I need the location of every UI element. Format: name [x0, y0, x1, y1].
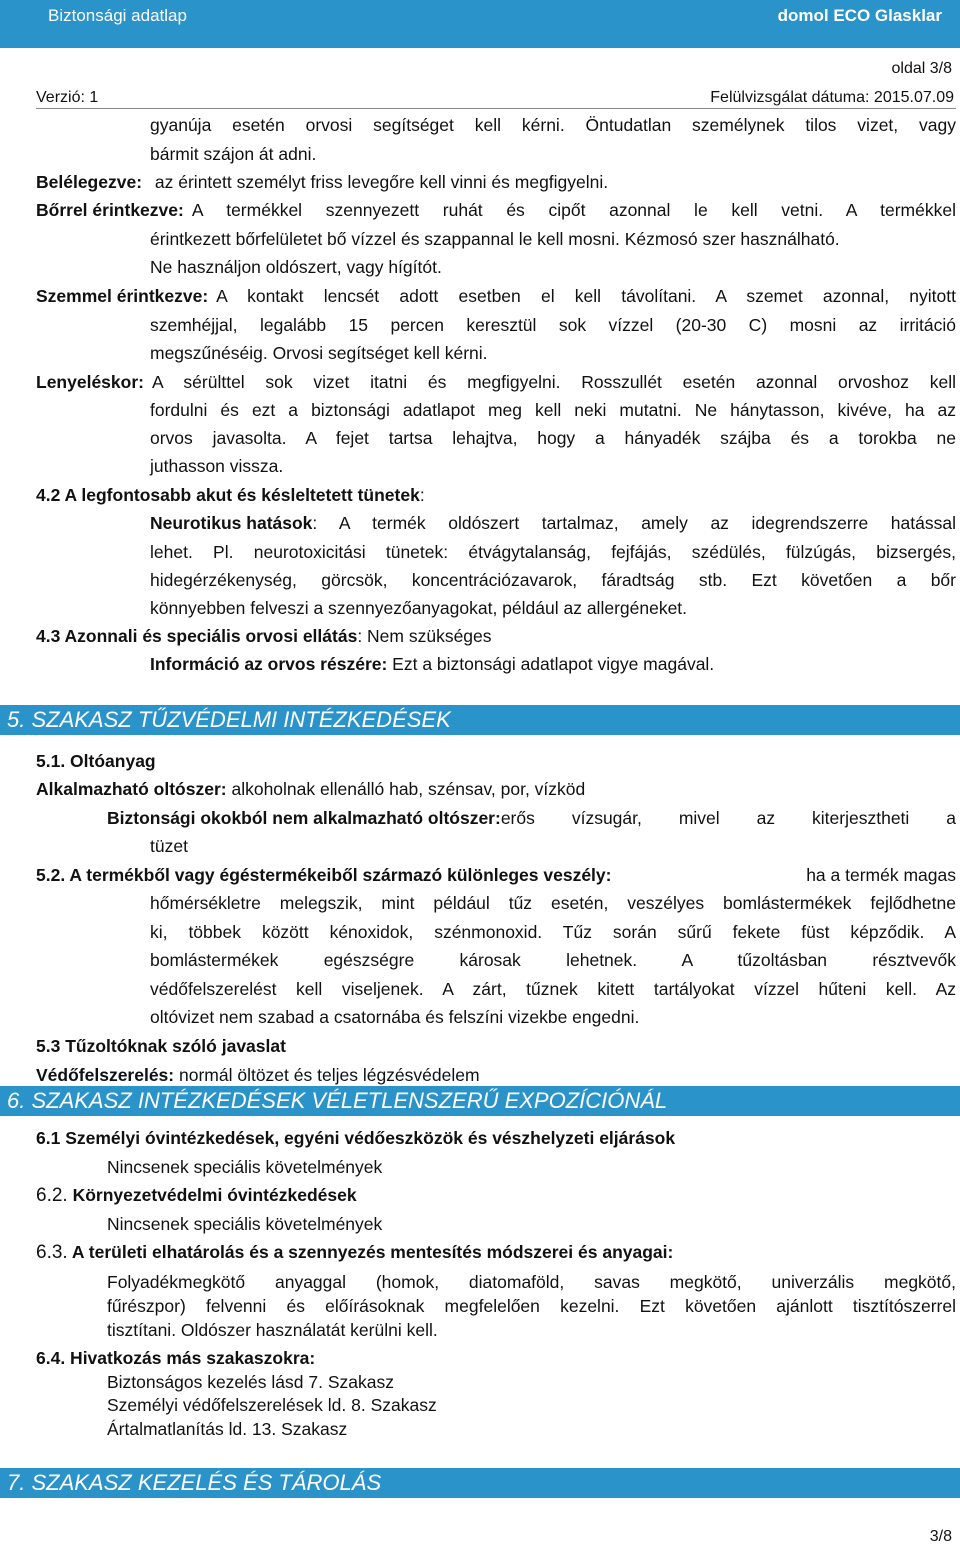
subsection-text: Nincsenek speciális követelmények [107, 1214, 383, 1234]
subsection-heading [36, 1346, 315, 1370]
unsuitable-extinguisher-entry [107, 804, 956, 833]
reference-item: Biztonságos kezelés lásd 7. Szakasz [107, 1372, 394, 1392]
section-6-header [0, 1086, 960, 1116]
doctor-info-label: Információ az orvos részére: [150, 654, 388, 674]
section-title: 7. SZAKASZ KEZELÉS ÉS TÁROLÁS [7, 1470, 382, 1495]
skin-text: Ne használjon oldószert, vagy hígítót. [150, 257, 442, 277]
special-hazards-heading: 5.2. A termékből vagy égéstermékeiből származó különleges veszély: [36, 865, 612, 885]
subsection-4-3 [36, 622, 492, 651]
neuro-text: hidegérzékenység, görcsök, koncentrációzavarok, fáradtság stb. Ezt követően a bőr [150, 570, 956, 590]
eye-text: A kontakt lencsét adott esetben el kell távolítani. A szemet azonnal, nyitott [216, 286, 956, 306]
extinguisher-entry [36, 775, 585, 804]
subsection-heading [36, 1032, 286, 1061]
header-divider [36, 108, 956, 109]
subsection-6-1-title: 6.1 Személyi óvintézkedések, egyéni védőeszközök és vészhelyzeti eljárások [36, 1128, 676, 1148]
protective-equipment-text: normál öltözet és teljes légzésvédelem [174, 1065, 480, 1085]
skin-text: A termékkel szennyezett ruhát és cipőt azonnal le kell vetni. A termékkel [191, 200, 956, 220]
ingestion-entry [36, 368, 956, 397]
subsection-5-3-title: 5.3 Tűzoltóknak szóló javaslat [36, 1036, 286, 1056]
section-title: 5. SZAKASZ TŰZVÉDELMI INTÉZKEDÉSEK [7, 707, 451, 732]
special-hazards-text: ha a termék magas [806, 865, 956, 885]
footer-page-number: 3/8 [929, 1528, 952, 1545]
neuro-text: könnyebben felveszi a szennyezőanyagokat, például az allergéneket. [150, 598, 688, 618]
ingestion-text: orvos javasolta. A fejet tartsa lehajtva, hogy a hányadék szájba és a torokba ne [150, 428, 956, 448]
special-hazards-text: oltóvizet nem szabad a csatornába és felszíni vizekbe engedni. [150, 1007, 640, 1027]
inhalation-label: Belélegezve: [36, 172, 143, 192]
subsection-number: 6.3. [36, 1242, 68, 1263]
extinguisher-label: Alkalmazható oltószer: [36, 779, 227, 799]
skin-text: érintkezett bőrfelületet bő vízzel és szappannal le kell mosni. Kézmosó szer használható. [150, 229, 840, 249]
subsection-4-2 [36, 481, 425, 510]
subsection-text: fűrészpor) felvenni és előírásoknak megfelelően kezelni. Ezt követően ajánlott tisztítószerrel [107, 1296, 956, 1316]
section-5-header [0, 705, 960, 735]
ingestion-text: A sérülttel sok vizet itatni és megfigyelni. Rosszullét esetén azonnal orvoshoz kell [151, 372, 956, 392]
unsuitable-text: erős vízsugár, mivel az kiterjesztheti a [500, 808, 956, 828]
subsection-text: : Nem szükséges [357, 626, 492, 646]
reference-item: Személyi védőfelszerelések ld. 8. Szakasz [107, 1395, 437, 1415]
subsection-heading: 4.3 Azonnali és speciális orvosi ellátás [36, 626, 358, 646]
eye-text: megszűnéséig. Orvosi segítséget kell kérni. [150, 343, 488, 363]
subsection-number: 6.2. [36, 1185, 68, 1206]
subsection-text: Nincsenek speciális követelmények [107, 1157, 383, 1177]
subsection-text: tisztítani. Oldószer használatát kerülni kell. [107, 1320, 438, 1340]
subsection-6-2 [36, 1181, 357, 1211]
subsection-heading: Környezetvédelmi óvintézkedések [67, 1185, 357, 1205]
revision-date: Felülvizsgálat dátuma: 2015.07.09 [710, 89, 954, 106]
neuro-text: lehet. Pl. neurotoxicitási tünetek: étvágytalanság, fejfájás, szédülés, fülzúgás, bizsergés, [150, 542, 956, 562]
neuro-label: Neurotikus hatások [150, 513, 313, 533]
special-hazards-text: hőmérsékletre melegszik, mint például tűz esetén, veszélyes bomlástermékek fejlődhetne [150, 893, 956, 913]
eye-entry [36, 282, 956, 311]
special-hazards-text: bomlástermékek egészségre károsak lehetnek. A tűzoltásban résztvevők [150, 950, 956, 970]
subsection-5-1-title: 5.1. Oltóanyag [36, 751, 156, 771]
extinguisher-text: alkoholnak ellenálló hab, szénsav, por, vízköd [226, 779, 586, 799]
doctor-info-text: Ezt a biztonsági adatlapot vigye magával. [387, 654, 715, 674]
section-7-header [0, 1468, 960, 1498]
doctor-info [150, 650, 714, 679]
subsection-6-4-title: 6.4. Hivatkozás más szakaszokra: [36, 1348, 316, 1368]
eye-label: Szemmel érintkezve: [36, 286, 209, 306]
paragraph-line: gyanúja esetén orvosi segítséget kell kérni. Öntudatlan személynek tilos vizet, vagy [150, 115, 956, 135]
page-number: oldal 3/8 [891, 60, 952, 77]
version: Verzió: 1 [36, 89, 99, 106]
paragraph-line: bármit szájon át adni. [150, 144, 317, 164]
protective-equipment-label: Védőfelszerelés: [36, 1065, 175, 1085]
document-type: Biztonsági adatlap [48, 6, 187, 25]
subsection-heading [36, 1124, 675, 1153]
subsection-heading [36, 747, 156, 776]
subsection-6-3 [36, 1238, 673, 1268]
subsection-text: Folyadékmegkötő anyaggal (homok, diatomaföld, savas megkötő, univerzális megkötő, [107, 1272, 956, 1292]
ingestion-text: juthasson vissza. [150, 456, 284, 476]
neuro-text: : A termék oldószert tartalmaz, amely az idegrendszerre hatással [312, 513, 956, 533]
eye-text: szemhéjjal, legalább 15 percen keresztül sok vízzel (20-30 C) mosni az irritáció [150, 315, 956, 335]
special-hazards-entry [36, 861, 956, 890]
inhalation-entry [36, 168, 608, 197]
inhalation-text: az érintett személyt friss levegőre kell vinni és megfigyelni. [154, 172, 609, 192]
skin-entry [36, 196, 956, 225]
ingestion-text: fordulni és ezt a biztonsági adatlapot meg kell neki mutatni. Ne hánytasson, kivéve, ha az [150, 400, 956, 420]
product-name: domol ECO Glasklar [777, 6, 942, 25]
reference-item: Ártalmatlanítás ld. 13. Szakasz [107, 1419, 348, 1439]
unsuitable-text: tüzet [150, 836, 188, 856]
heading-colon: : [419, 485, 425, 505]
section-title: 6. SZAKASZ INTÉZKEDÉSEK VÉLETLENSZERŰ EXPOZÍCIÓNÁL [7, 1088, 668, 1113]
skin-label: Bőrrel érintkezve: [36, 200, 184, 220]
subsection-heading: A területi elhatárolás és a szennyezés mentesítés módszerei és anyagai: [67, 1242, 674, 1262]
page-header-bar [0, 0, 960, 48]
special-hazards-text: védőfelszerelést kell viseljenek. A zárt, tűznek kitett tartályokat vízzel hűteni kell. Az [150, 979, 956, 999]
unsuitable-label: Biztonsági okokból nem alkalmazható oltószer: [107, 808, 501, 828]
ingestion-label: Lenyeléskor: [36, 372, 144, 392]
neuro-entry [150, 509, 956, 538]
subsection-heading: 4.2 A legfontosabb akut és késleltetett tünetek [36, 485, 420, 505]
special-hazards-text: ki, többek között kénoxidok, szénmonoxid. Tűz során sűrű fekete füst képződik. A [150, 922, 956, 942]
